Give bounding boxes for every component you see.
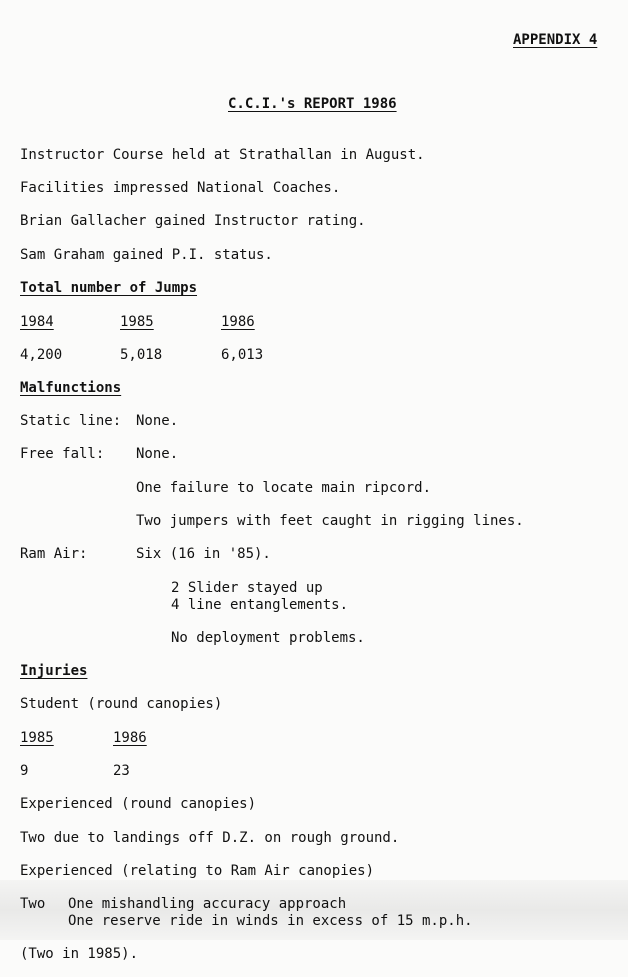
intro-line-2: Facilities impressed National Coaches. [20,180,341,196]
static-line-value: None. [136,413,179,429]
free-fall-note-1: One failure to locate main ripcord. [136,480,432,496]
free-fall-label: Free fall: [20,446,105,462]
free-fall-value: None. [136,446,179,462]
experienced-ram-air-label: Experienced (relating to Ram Air canopies) [20,863,375,879]
intro-line-3: Brian Gallacher gained Instructor rating. [20,213,366,229]
report-title: C.C.I.'s REPORT 1986 [228,96,397,112]
experienced-ram-air-detail-1: One mishandling accuracy approach [68,896,347,912]
experienced-round-detail: Two due to landings off D.Z. on rough ground. [20,830,400,846]
injuries-year-1986: 1986 [113,730,147,746]
jumps-year-1986: 1986 [221,314,255,330]
jumps-year-1985: 1985 [120,314,154,330]
jumps-value-1986: 6,013 [221,347,264,363]
experienced-ram-air-count: Two [20,896,46,912]
ram-air-detail-2: 4 line entanglements. [171,597,349,613]
ram-air-label: Ram Air: [20,546,88,562]
intro-line-4: Sam Graham gained P.I. status. [20,247,273,263]
jumps-value-1985: 5,018 [120,347,163,363]
injuries-value-1985: 9 [20,763,29,779]
appendix-label: APPENDIX 4 [513,32,598,48]
student-label: Student (round canopies) [20,696,223,712]
malfunctions-heading: Malfunctions [20,380,122,396]
static-line-label: Static line: [20,413,122,429]
intro-line-1: Instructor Course held at Strathallan in August. [20,147,425,163]
ram-air-detail-1: 2 Slider stayed up [171,580,323,596]
jumps-value-1984: 4,200 [20,347,63,363]
ram-air-note: No deployment problems. [171,630,365,646]
injuries-heading: Injuries [20,663,88,679]
injuries-year-1985: 1985 [20,730,54,746]
free-fall-note-2: Two jumpers with feet caught in rigging lines. [136,513,524,529]
injuries-value-1986: 23 [113,763,130,779]
jumps-year-1984: 1984 [20,314,54,330]
experienced-ram-air-detail-2: One reserve ride in winds in excess of 15 m.p.h. [68,913,473,929]
ram-air-value: Six (16 in '85). [136,546,271,562]
experienced-round-label: Experienced (round canopies) [20,796,257,812]
jumps-heading: Total number of Jumps [20,280,198,296]
injuries-footer: (Two in 1985). [20,946,139,962]
